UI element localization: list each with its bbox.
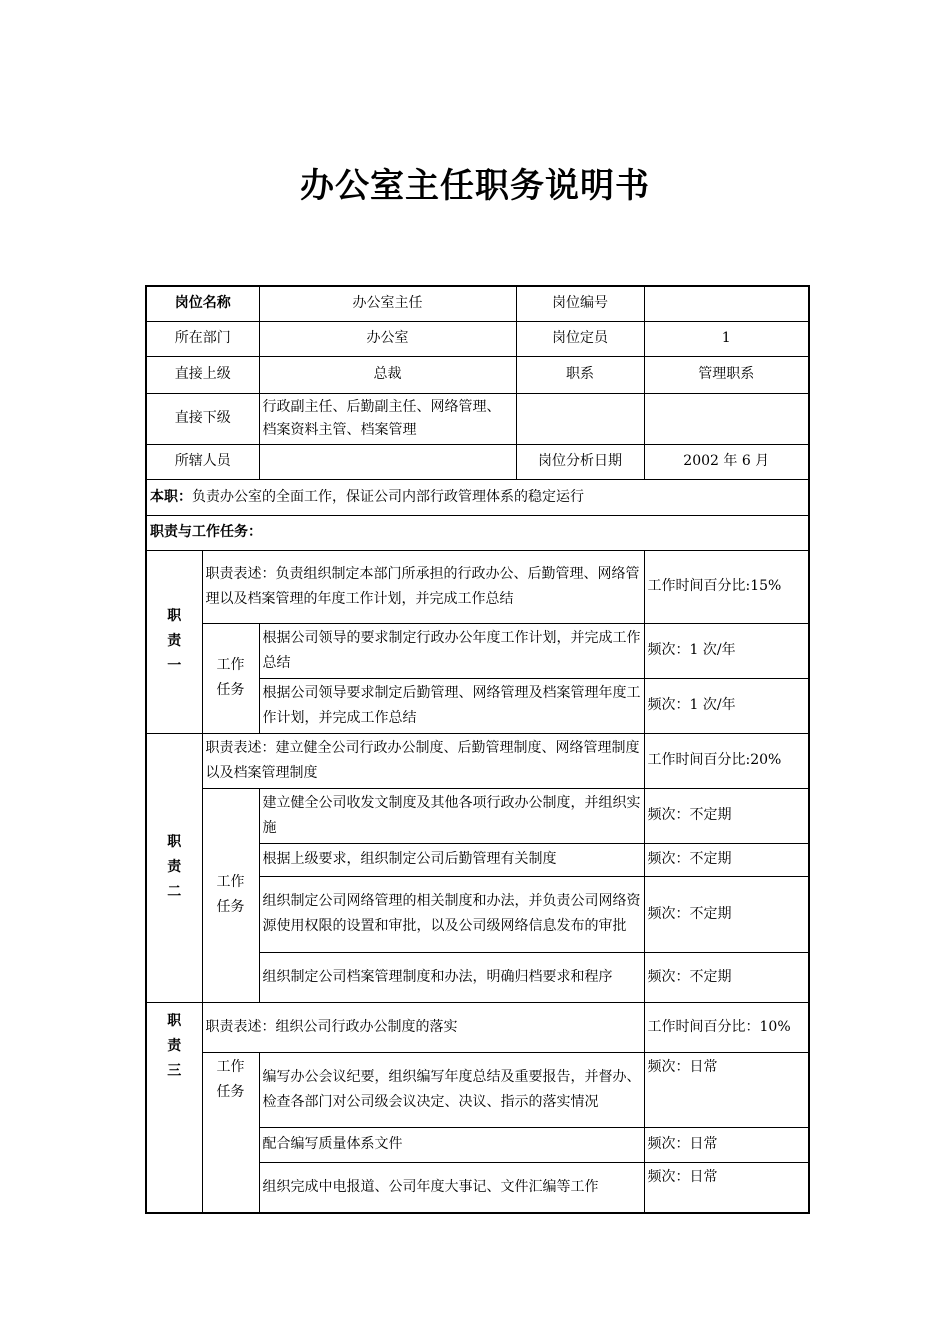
task-frequency: 频次：日常 [644,1162,809,1213]
task-frequency: 频次：1 次/年 [644,678,809,733]
superior-value: 总裁 [259,356,516,393]
subordinate-value: 行政副主任、后勤副主任、网络管理、档案资料主管、档案管理 [259,393,516,444]
duty-3-label: 职 责 三 [146,1002,202,1213]
task-frequency: 频次：不定期 [644,952,809,1002]
row-department [146,321,809,356]
row-superior [146,356,809,393]
duty-3-task-label: 工作 任务 [202,1052,259,1213]
duty-1-label: 职 责 一 [146,550,202,733]
task-text: 建立健全公司收发文制度及其他各项行政办公制度，并组织实施 [259,788,644,843]
job-family-label: 职系 [516,356,644,393]
task-text: 组织制定公司档案管理制度和办法，明确归档要求和程序 [259,952,644,1002]
duty-1-task-label: 工作 任务 [202,623,259,733]
duty-2-time: 工作时间百分比:20% [644,733,809,788]
superior-label: 直接上级 [146,356,259,393]
duty-2-task-label: 工作 任务 [202,788,259,1002]
position-code-value [644,286,809,321]
analysis-date-value: 2002 年 6 月 [644,444,809,479]
task-frequency: 频次：日常 [644,1127,809,1162]
duties-header: 职责与工作任务： [146,515,809,550]
task-frequency: 频次：日常 [644,1052,809,1127]
subordinate-label: 直接下级 [146,393,259,444]
row-core-duty [146,479,809,515]
duty-3-description-row [146,1002,809,1052]
job-family-value: 管理职系 [644,356,809,393]
task-text: 根据公司领导要求制定后勤管理、网络管理及档案管理年度工作计划，并完成工作总结 [259,678,644,733]
position-name-label: 岗位名称 [146,286,259,321]
task-text: 根据公司领导的要求制定行政办公年度工作计划，并完成工作总结 [259,623,644,678]
job-description-table [145,285,810,1214]
task-frequency: 频次：不定期 [644,788,809,843]
task-text: 编写办公会议纪要，组织编写年度总结及重要报告，并督办、检查各部门对公司级会议决定、决议、指示的落实情况 [259,1052,644,1127]
subordinate-empty-cell [516,393,644,444]
core-duty-text: 负责办公室的全面工作，保证公司内部行政管理体系的稳定运行 [192,488,584,505]
task-frequency: 频次：不定期 [644,876,809,952]
task-frequency: 频次：不定期 [644,843,809,876]
duty-2-description-row [146,733,809,788]
task-text: 组织完成中电报道、公司年度大事记、文件汇编等工作 [259,1162,644,1213]
duty-3-time: 工作时间百分比：10% [644,1002,809,1052]
task-row [146,788,809,843]
task-row [146,623,809,678]
department-label: 所在部门 [146,321,259,356]
row-staff [146,444,809,479]
staff-label: 所辖人员 [146,444,259,479]
document-title: 办公室主任职务说明书 [300,166,650,206]
duty-3-description: 职责表述：组织公司行政办公制度的落实 [202,1002,644,1052]
duty-1-description: 职责表述：负责组织制定本部门所承担的行政办公、后勤管理、网络管理以及档案管理的年度工作计划，并完成工作总结 [202,550,644,623]
core-duty-cell [146,479,809,515]
task-text: 组织制定公司网络管理的相关制度和办法，并负责公司网络资源使用权限的设置和审批，以及公司级网络信息发布的审批 [259,876,644,952]
headcount-label: 岗位定员 [516,321,644,356]
row-position-name [146,286,809,321]
row-duties-header [146,515,809,550]
task-text: 配合编写质量体系文件 [259,1127,644,1162]
duty-2-label: 职 责 二 [146,733,202,1002]
core-duty-label: 本职： [150,488,192,505]
duty-1-description-row [146,550,809,623]
department-value: 办公室 [259,321,516,356]
position-code-label: 岗位编号 [516,286,644,321]
position-name-value: 办公室主任 [259,286,516,321]
task-row [146,1052,809,1127]
task-text: 根据上级要求，组织制定公司后勤管理有关制度 [259,843,644,876]
duty-1-time: 工作时间百分比:15% [644,550,809,623]
headcount-value: 1 [644,321,809,356]
duty-2-description: 职责表述：建立健全公司行政办公制度、后勤管理制度、网络管理制度以及档案管理制度 [202,733,644,788]
analysis-date-label: 岗位分析日期 [516,444,644,479]
staff-value [259,444,516,479]
row-subordinate [146,393,809,444]
task-frequency: 频次：1 次/年 [644,623,809,678]
subordinate-empty-cell-2 [644,393,809,444]
